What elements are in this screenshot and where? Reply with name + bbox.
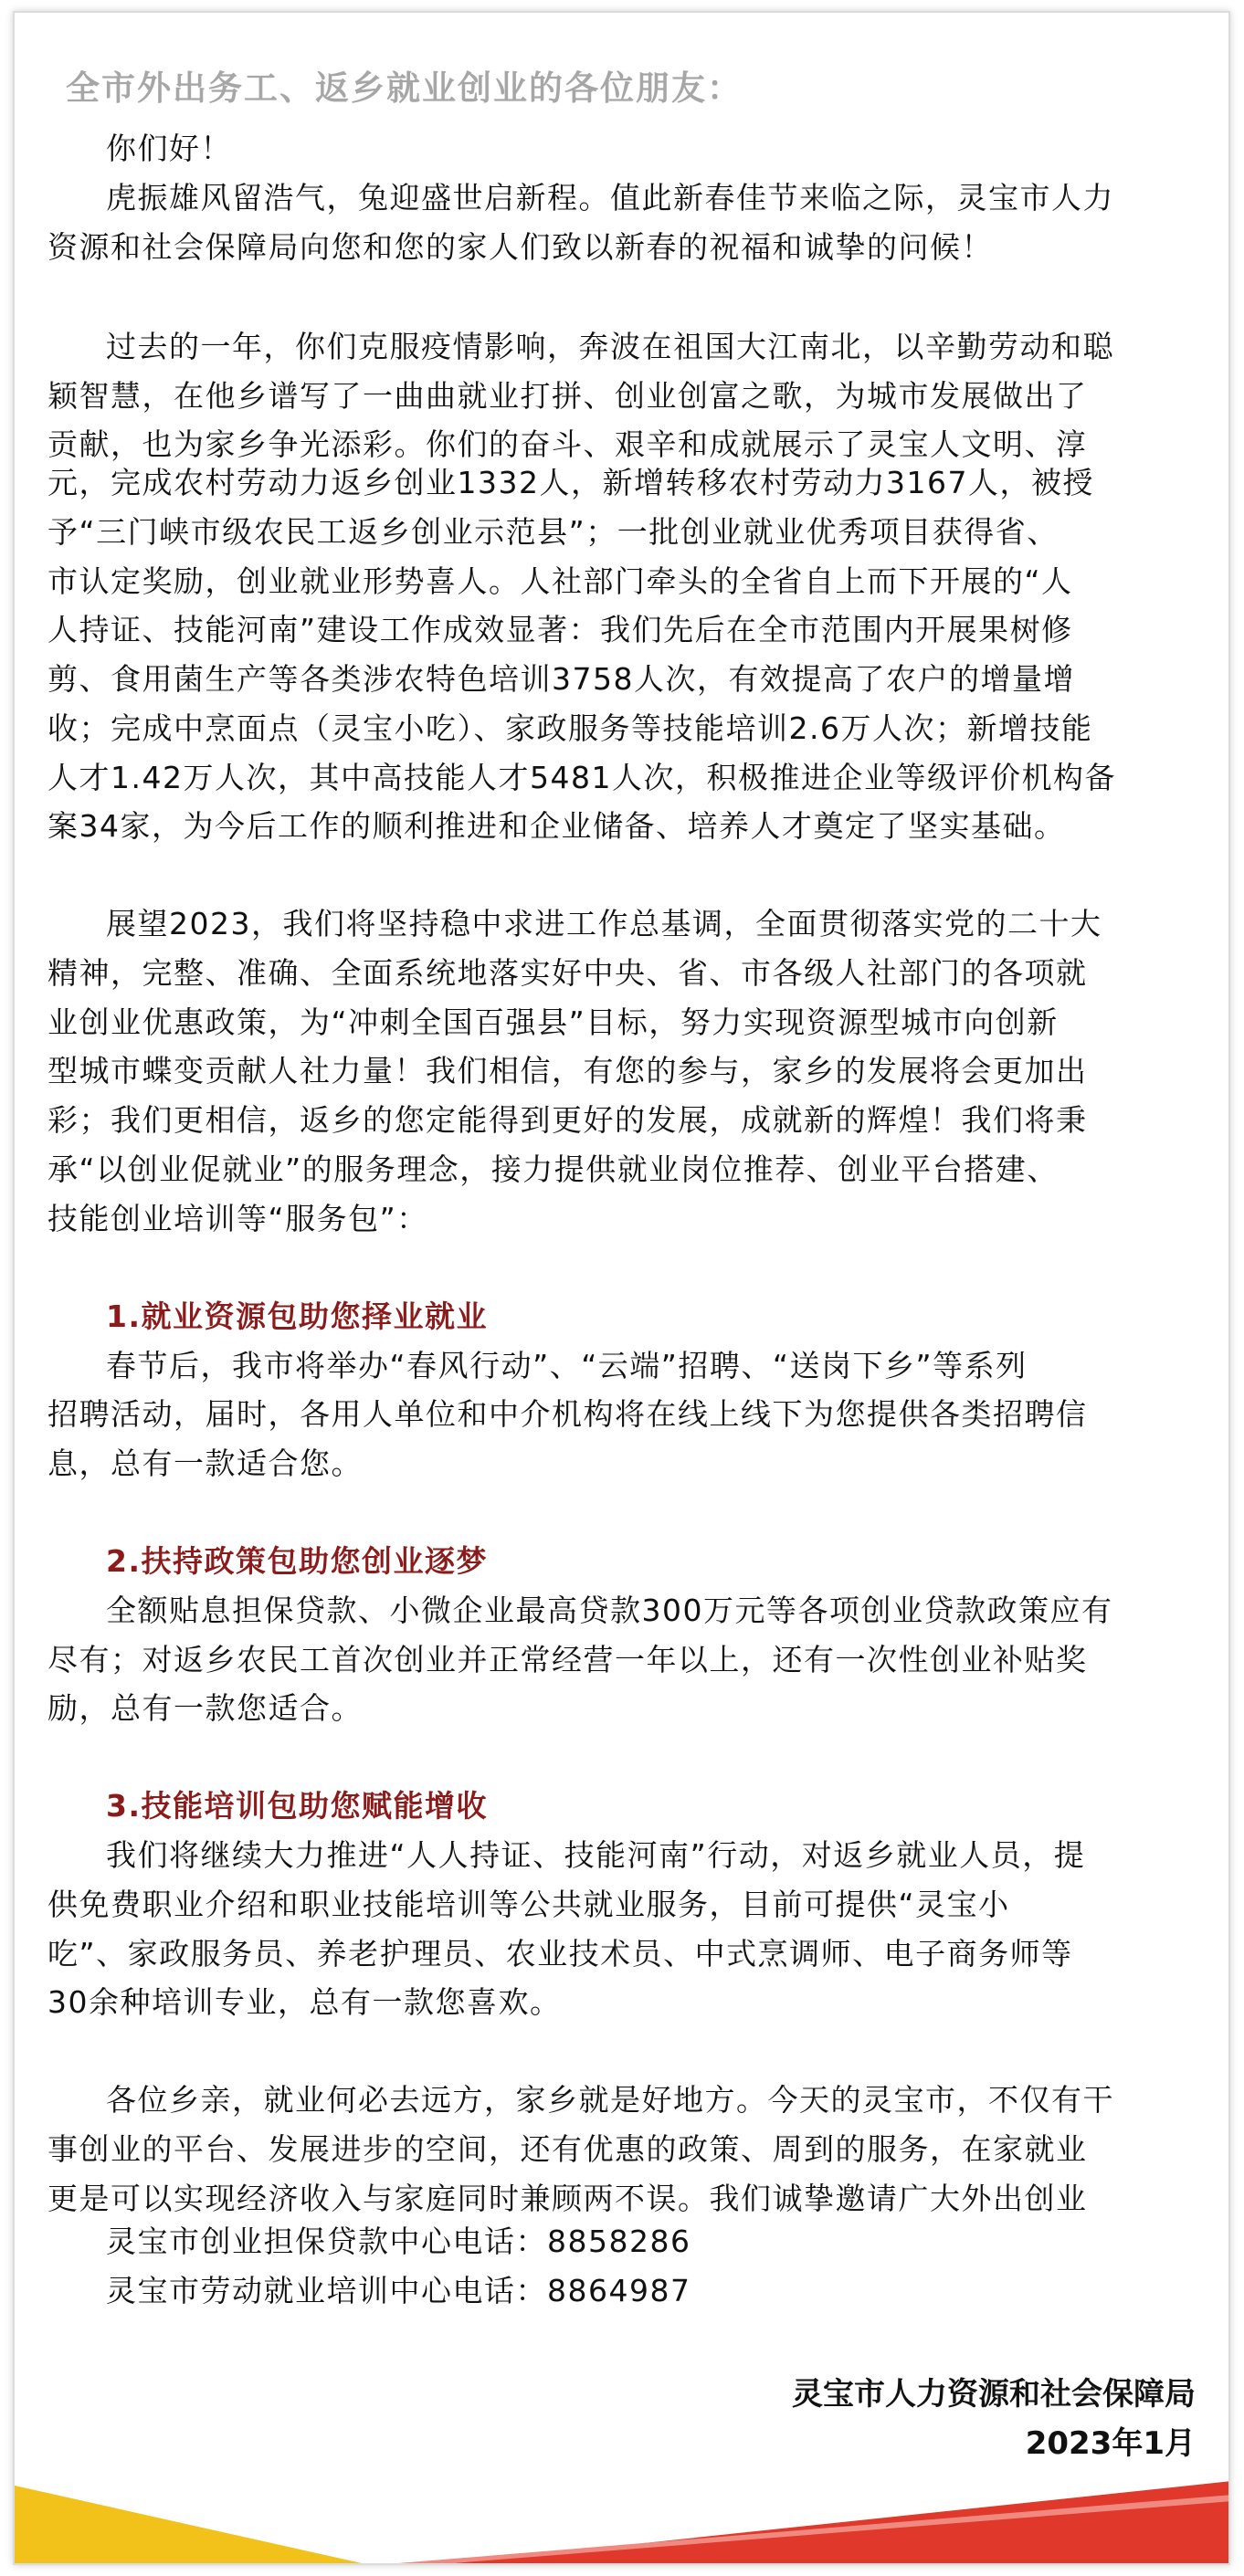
paragraph-line: 全额贴息担保贷款、小微企业最高贷款300万元等各项创业贷款政策应有: [106, 1593, 1113, 1628]
contact-phone-training: 灵宝市劳动就业培训中心电话：8864987: [106, 2273, 691, 2308]
paragraph-line: 人才1.42万人次，其中高技能人才5481人次，积极推进企业等级评价机构备: [47, 760, 1116, 795]
paragraph-line: 息，总有一款适合您。: [47, 1446, 363, 1481]
salutation: 你们好！: [106, 131, 232, 166]
paragraph-line: 业创业优惠政策，为“冲刺全国百强县”目标，努力实现资源型城市向创新: [47, 1004, 1059, 1040]
paragraph-line: 过去的一年，你们克服疫情影响，奔波在祖国大江南北，以辛勤劳动和聪: [106, 329, 1114, 364]
paragraph-line: 精神，完整、准确、全面系统地落实好中央、省、市各级人社部门的各项就: [47, 955, 1088, 991]
section-heading-3: 3.技能培训包助您赋能增收: [106, 1788, 488, 1824]
paragraph-line: 元，完成农村劳动力返乡创业1332人，新增转移农村劳动力3167人，被授: [47, 465, 1094, 500]
paragraph-line: 各位乡亲，就业何必去远方，家乡就是好地方。今天的灵宝市，不仅有干: [106, 2082, 1114, 2118]
paragraph-line: 型城市蝶变贡献人社力量！我们相信，有您的参与，家乡的发展将会更加出: [47, 1053, 1088, 1088]
paragraph-line: 承“以创业促就业”的服务理念，接力提供就业岗位推荐、创业平台搭建、: [47, 1151, 1059, 1187]
bottom-decoration: [15, 2445, 1230, 2563]
paragraph-line: 春节后，我市将举办“春风行动”、“云端”招聘、“送岗下乡”等系列: [106, 1348, 1028, 1383]
paragraph-line: 供免费职业介绍和职业技能培训等公共就业服务，目前可提供“灵宝小: [47, 1887, 1010, 1922]
paragraph-line: 贡献，也为家乡争光添彩。你们的奋斗、艰辛和成就展示了灵宝人文明、淳: [47, 426, 1088, 462]
paragraph-line: 吃”、家政服务员、养老护理员、农业技术员、中式烹调师、电子商务师等: [47, 1936, 1073, 1971]
section-heading-1: 1.就业资源包助您择业就业: [106, 1299, 488, 1334]
paragraph-line: 市认定奖励，创业就业形势喜人。人社部门牵头的全省自上而下开展的“人: [47, 563, 1073, 599]
signature-org: 灵宝市人力资源和社会保障局: [792, 2376, 1196, 2413]
paragraph-line: 资源和社会保障局向您和您的家人们致以新春的祝福和诚挚的问候！: [47, 229, 993, 265]
paragraph-line: 30余种培训专业，总有一款您喜欢。: [47, 1984, 562, 2020]
paragraph-line: 励，总有一款您适合。: [47, 1690, 363, 1726]
contact-phone-loan: 灵宝市创业担保贷款中心电话：8858286: [106, 2224, 691, 2259]
paragraph-line: 事创业的平台、发展进步的空间，还有优惠的政策、周到的服务，在家就业: [47, 2131, 1088, 2167]
section-heading-2: 2.扶持政策包助您创业逐梦: [106, 1543, 488, 1579]
paragraph-line: 案34家，为今后工作的顺利推进和企业储备、培养人才奠定了坚实基础。: [47, 808, 1066, 844]
letter-page: [13, 11, 1230, 2565]
paragraph-line: 虎振雄风留浩气，兔迎盛世启新程。值此新春佳节来临之际，灵宝市人力: [106, 180, 1114, 216]
paragraph-line: 尽有；对返乡农民工首次创业并正常经营一年以上，还有一次性创业补贴奖: [47, 1642, 1088, 1677]
paragraph-line: 颖智慧，在他乡谱写了一曲曲就业打拼、创业创富之歌，为城市发展做出了: [47, 378, 1088, 414]
paragraph-line: 人持证、技能河南”建设工作成效显著：我们先后在全市范围内开展果树修: [47, 612, 1073, 647]
greeting-title: 全市外出务工、返乡就业创业的各位朋友：: [66, 68, 743, 108]
paragraph-line: 我们将继续大力推进“人人持证、技能河南”行动，对返乡就业人员，提: [106, 1837, 1086, 1873]
yellow-stripe: [15, 2486, 362, 2563]
paragraph-line: 剪、食用菌生产等各类涉农特色培训3758人次，有效提高了农户的增量增: [47, 661, 1075, 697]
signature-date: 2023年1月: [1025, 2425, 1196, 2462]
paragraph-line: 更是可以实现经济收入与家庭同时兼顾两不误。我们诚挚邀请广大外出创业: [47, 2181, 1088, 2216]
paragraph-line: 技能创业培训等“服务包”：: [47, 1201, 428, 1236]
paragraph-line: 予“三门峡市级农民工返乡创业示范县”；一批创业就业优秀项目获得省、: [47, 514, 1059, 550]
paragraph-line: 招聘活动，届时，各用人单位和中介机构将在线上线下为您提供各类招聘信: [47, 1396, 1088, 1432]
paragraph-line: 收；完成中烹面点（灵宝小吃）、家政服务等技能培训2.6万人次；新增技能: [47, 710, 1093, 746]
paragraph-line: 彩；我们更相信，返乡的您定能得到更好的发展，成就新的辉煌！我们将秉: [47, 1102, 1088, 1138]
paragraph-line: 展望2023，我们将坚持稳中求进工作总基调，全面贯彻落实党的二十大: [106, 906, 1102, 941]
